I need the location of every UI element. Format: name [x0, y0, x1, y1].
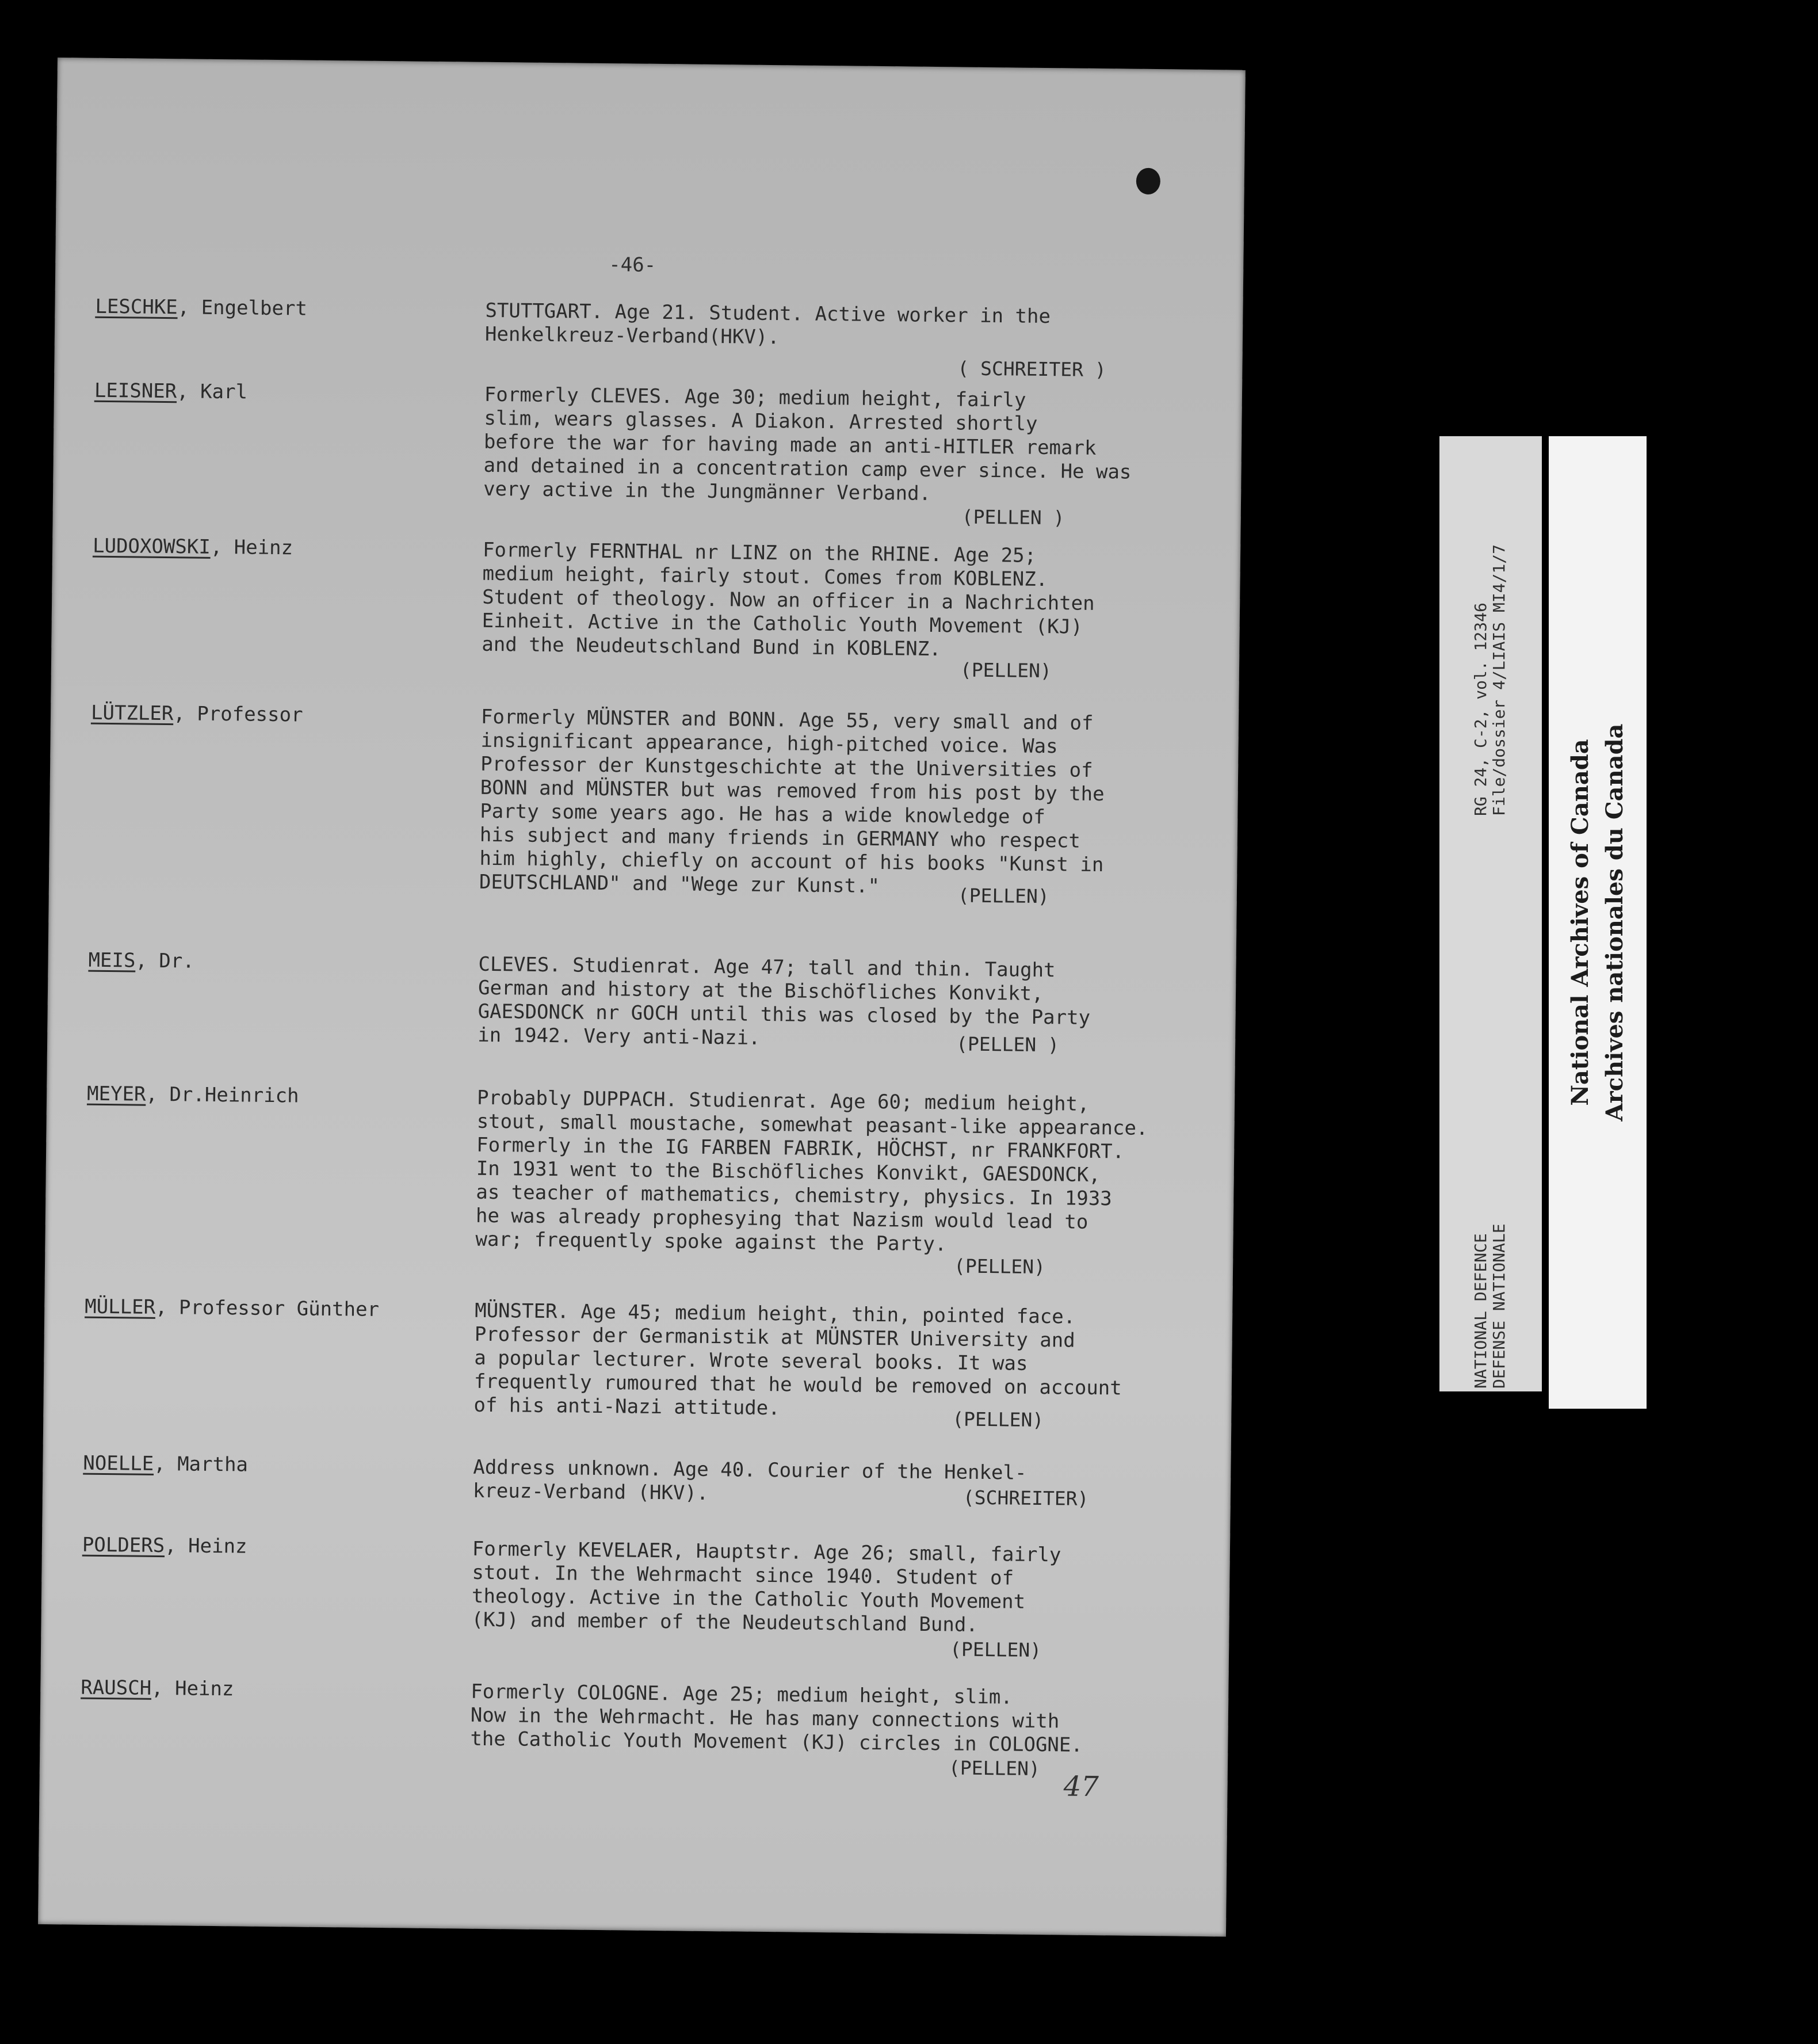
entry-description: MÜNSTER. Age 45; medium height, thin, pointed face. Professor der Germanistik at MÜNSTER University and a popular lecturer. Wrote several books. It was frequently rumoured that he would be removed on account of his anti-Nazi attitude.: [473, 1299, 1122, 1420]
entry: [48, 948, 1236, 1057]
entry-surname: MEYER: [86, 1082, 146, 1106]
archive-stamp: [1549, 436, 1647, 1409]
entry: [43, 1451, 1231, 1510]
entry-source: (PELLEN): [953, 1254, 1046, 1279]
entry-given: , Professor: [173, 702, 303, 727]
entry-name: [81, 1676, 234, 1701]
entry-given: , Martha: [154, 1452, 249, 1477]
stamp-archive-line2: Archives nationales du Canada: [1601, 723, 1628, 1122]
reference-stamp-text: [1472, 471, 1508, 816]
page-number: -46-: [609, 253, 656, 277]
entry-name: [88, 949, 194, 973]
stamp-ref-line1: RG 24, C-2, vol. 12346: [1471, 602, 1490, 816]
entry-name: [83, 1452, 248, 1477]
entry-source: (SCHREITER): [963, 1486, 1089, 1510]
entry-source: (PELLEN ): [961, 505, 1065, 529]
entry-name: [82, 1534, 247, 1558]
entry-name: [91, 701, 303, 727]
entry: [55, 295, 1243, 382]
entry-description: Formerly KEVELAER, Hauptstr. Age 26; small, fairly stout. In the Wehrmacht since 1940. Student of theology. Active in the Catholic Youth Movement (KJ) and member of the Neudeutschland Bund.: [471, 1537, 1061, 1637]
stamp-ref-line3: NATIONAL DEFENCE: [1471, 1233, 1490, 1389]
entry: [41, 1676, 1229, 1780]
entry-surname: LEISNER: [94, 379, 177, 403]
entry-given: , Professor Günther: [155, 1295, 380, 1321]
entry-surname: MÜLLER: [85, 1295, 156, 1319]
entry-source: (PELLEN ): [956, 1032, 1060, 1057]
stamp-ref-line2: File/dossier 4/LIAIS MI4/1/7: [1489, 544, 1508, 816]
entry-surname: POLDERS: [82, 1533, 165, 1558]
entry-surname: LÜTZLER: [90, 701, 174, 726]
entry-given: , Dr.: [135, 949, 195, 973]
entry-description: STUTTGART. Age 21. Student. Active worker in the Henkelkreuz-Verband(HKV).: [484, 299, 1051, 349]
entry-given: , Heinz: [165, 1534, 247, 1558]
entry-description: Formerly FERNTHAL nr LINZ on the RHINE. Age 25; medium height, fairly stout. Comes from KOBLENZ. Student of theology. Now an officer in a Nachrichten Einheit. Active in the Catholic Youth Movement (KJ) and the Neudeutschland Bund in KOBLENZ.: [482, 538, 1095, 661]
entry: [42, 1533, 1230, 1662]
entry: [51, 701, 1239, 908]
entry-description: Formerly MÜNSTER and BONN. Age 55, very small and of insignificant appearance, high-pitched voice. Was Professor der Kunstgeschichte at the Universities of BONN and MÜNSTER but was removed from his post by the Party some years ago. He has a wide knowledge of his subject and many friends in GERMANY who respect him highly, chiefly on account of his books "Kunst in DEUTSCHLAND" and "Wege zur Kunst.": [479, 705, 1105, 898]
defence-stamp-text: [1472, 1043, 1508, 1389]
entry-source: (PELLEN): [952, 1408, 1044, 1432]
reference-stamp: [1439, 436, 1542, 1391]
stamp-ref-line4: DEFENSE NATIONALE: [1489, 1223, 1508, 1389]
entry: [44, 1295, 1232, 1432]
entry-source: (PELLEN): [957, 884, 1049, 908]
entry-description: CLEVES. Studienrat. Age 47; tall and thin. Taught German and history at the Bischöfliches Konvikt, GAESDONCK nr GOCH until this was closed by the Party in 1942. Very anti-Nazi.: [478, 952, 1091, 1050]
entry-name: [95, 295, 307, 321]
entry-surname: MEIS: [88, 948, 136, 973]
entry-description: Address unknown. Age 40. Courier of the Henkel- kreuz-Verband (HKV).: [472, 1455, 1027, 1505]
entry-name: [94, 379, 248, 404]
handwritten-page-number: 47: [1063, 1770, 1099, 1803]
entry-description: Probably DUPPACH. Studienrat. Age 60; medium height, stout, small moustache, somewhat peasant-like appearance. Formerly in the IG FARBEN FABRIK, HÖCHST, nr FRANKFORT. In 1931 went to the Bischöfliches Konvikt, GAESDONCK, as teacher of mathematics, chemistry, physics. In 1933 he was already prophesying that Nazism would lead to war; frequently spoke against the Party.: [475, 1086, 1148, 1256]
entry-surname: RAUSCH: [81, 1676, 152, 1700]
entry-given: , Karl: [177, 380, 248, 404]
entry-surname: LUDOXOWSKI: [92, 534, 211, 559]
entry-source: (PELLEN): [948, 1756, 1041, 1780]
entry-given: , Heinz: [151, 1676, 234, 1701]
ink-blot: [1136, 168, 1160, 195]
entry-surname: NOELLE: [83, 1451, 154, 1475]
entry-description: Formerly CLEVES. Age 30; medium height, fairly slim, wears glasses. A Diakon. Arrested shortly before the war for having made an anti-HITLER remark and detained in a concentration camp ever since. He was very active in the Jungmänner Verband.: [483, 383, 1132, 505]
entry: [52, 534, 1240, 682]
entry: [47, 1082, 1235, 1279]
entry-given: , Dr.Heinrich: [146, 1082, 299, 1108]
entry-source: ( SCHREITER ): [957, 357, 1106, 382]
entry-description: Formerly COLOGNE. Age 25; medium height, slim. Now in the Wehrmacht. He has many connections with the Catholic Youth Movement (KJ) circles in COLOGNE.: [470, 1680, 1083, 1757]
stamp-archive-line1: National Archives of Canada: [1567, 739, 1594, 1106]
entry-name: [93, 535, 293, 560]
entry-surname: LESCHKE: [95, 295, 178, 319]
entry-name: [85, 1295, 379, 1321]
entry-source: (PELLEN): [960, 658, 1052, 682]
entry-source: (PELLEN): [949, 1638, 1042, 1662]
archive-stamp-text: [1563, 663, 1632, 1181]
document-page: [38, 58, 1246, 1936]
entry-given: , Engelbert: [177, 296, 308, 321]
entry-name: [87, 1082, 299, 1108]
entry-given: , Heinz: [210, 535, 293, 560]
